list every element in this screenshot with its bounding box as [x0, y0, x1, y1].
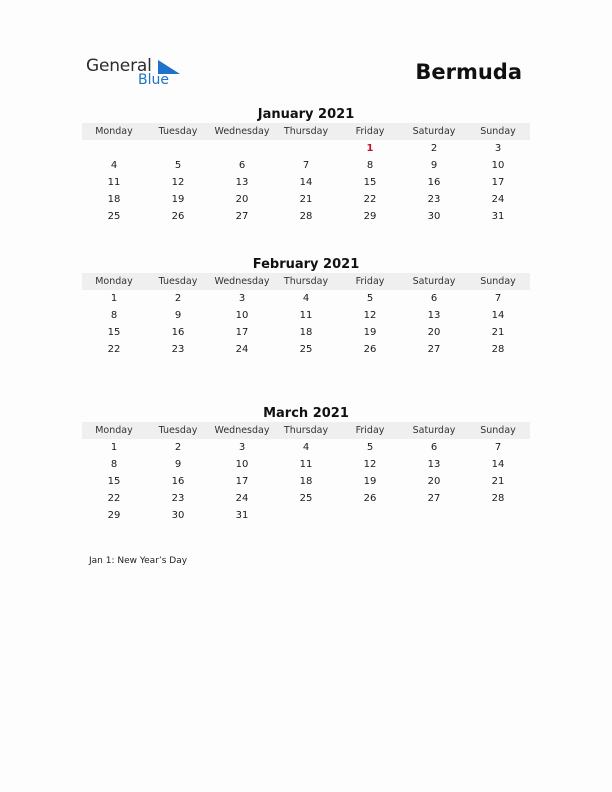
day-cell: 2	[174, 293, 182, 304]
day-cell: 17	[235, 476, 249, 487]
weekday-label: Friday	[355, 276, 385, 287]
day-cell: 26	[363, 493, 377, 504]
weekday-label: Sunday	[480, 276, 516, 287]
day-cell: 6	[430, 442, 438, 453]
day-cell: 20	[235, 194, 249, 205]
day-cell: 16	[171, 476, 185, 487]
weekday-label: Thursday	[283, 126, 329, 137]
day-cell: 9	[430, 160, 438, 171]
week-row	[82, 324, 530, 341]
day-cell: 11	[299, 310, 313, 321]
day-cell: 20	[427, 476, 441, 487]
day-cell: 6	[238, 160, 246, 171]
week-row	[82, 140, 530, 157]
day-cell: 21	[299, 194, 313, 205]
day-cell: 23	[171, 344, 185, 355]
week-row	[82, 473, 530, 490]
day-cell: 10	[235, 310, 249, 321]
weekday-label: Friday	[355, 126, 385, 137]
empty-day-cell	[274, 507, 338, 524]
weekday-header-row	[82, 123, 530, 140]
day-cell: 18	[299, 327, 313, 338]
day-cell: 27	[427, 493, 441, 504]
empty-day-cell	[210, 140, 274, 157]
week-row	[82, 191, 530, 208]
day-cell: 25	[107, 211, 121, 222]
day-cell: 8	[110, 459, 118, 470]
day-cell: 12	[171, 177, 185, 188]
day-cell: 19	[171, 194, 185, 205]
month-title: March 2021	[263, 406, 349, 421]
day-cell: 7	[494, 442, 502, 453]
country-title: Bermuda	[415, 60, 522, 84]
day-cell: 17	[491, 177, 505, 188]
day-cell: 25	[299, 344, 313, 355]
day-cell: 13	[427, 459, 441, 470]
weekday-label: Wednesday	[214, 276, 270, 287]
day-cell: 13	[235, 177, 249, 188]
day-cell: 25	[299, 493, 313, 504]
day-cell: 15	[107, 327, 121, 338]
day-cell: 8	[366, 160, 374, 171]
weekday-label: Wednesday	[214, 126, 270, 137]
day-cell: 9	[174, 459, 182, 470]
weekday-label: Thursday	[283, 425, 329, 436]
weekday-label: Monday	[95, 276, 133, 287]
day-cell: 4	[302, 442, 310, 453]
day-cell: 7	[302, 160, 310, 171]
day-cell: 19	[363, 476, 377, 487]
week-row	[82, 174, 530, 191]
day-cell: 23	[427, 194, 441, 205]
week-row	[82, 456, 530, 473]
day-cell: 10	[235, 459, 249, 470]
day-cell: 28	[299, 211, 313, 222]
month-calendar-january	[82, 106, 530, 225]
day-cell: 31	[491, 211, 505, 222]
logo-text-general: General	[86, 56, 152, 76]
day-cell: 11	[299, 459, 313, 470]
weekday-label: Saturday	[412, 276, 456, 287]
day-cell: 9	[174, 310, 182, 321]
day-cell: 7	[494, 293, 502, 304]
day-cell: 5	[366, 293, 374, 304]
day-cell: 14	[491, 310, 505, 321]
empty-day-cell	[82, 140, 146, 157]
logo-text-blue: Blue	[138, 72, 169, 88]
day-cell: 19	[363, 327, 377, 338]
day-cell: 2	[430, 143, 438, 154]
weekday-header-row	[82, 422, 530, 439]
day-cell: 15	[363, 177, 377, 188]
empty-day-cell	[274, 140, 338, 157]
week-row	[82, 490, 530, 507]
day-cell: 12	[363, 310, 377, 321]
day-cell: 5	[366, 442, 374, 453]
day-cell: 30	[171, 510, 185, 521]
weekday-label: Sunday	[480, 126, 516, 137]
holiday-note: Jan 1: New Year’s Day	[89, 556, 188, 566]
day-cell: 28	[491, 493, 505, 504]
day-cell: 6	[430, 293, 438, 304]
day-cell: 3	[238, 293, 246, 304]
week-row	[82, 507, 530, 524]
weekday-label: Tuesday	[158, 276, 198, 287]
weekday-label: Sunday	[480, 425, 516, 436]
weekday-label: Saturday	[412, 425, 456, 436]
week-row	[82, 157, 530, 174]
week-row	[82, 439, 530, 456]
weekday-header-row	[82, 273, 530, 290]
day-cell: 14	[299, 177, 313, 188]
day-cell: 26	[363, 344, 377, 355]
general-blue-logo	[86, 56, 186, 92]
day-cell: 18	[299, 476, 313, 487]
day-cell: 22	[107, 344, 121, 355]
day-cell: 21	[491, 327, 505, 338]
empty-day-cell	[146, 140, 210, 157]
weekday-label: Wednesday	[214, 425, 270, 436]
day-cell: 2	[174, 442, 182, 453]
month-calendar-march	[82, 405, 530, 524]
weekday-label: Thursday	[283, 276, 329, 287]
weekday-label: Saturday	[412, 126, 456, 137]
day-cell: 22	[107, 493, 121, 504]
day-cell: 3	[238, 442, 246, 453]
month-calendar-february	[82, 256, 530, 358]
empty-day-cell	[402, 507, 466, 524]
day-cell: 29	[363, 211, 377, 222]
week-row	[82, 307, 530, 324]
day-cell: 1	[110, 442, 118, 453]
day-cell: 27	[235, 211, 249, 222]
day-cell: 24	[491, 194, 505, 205]
week-row	[82, 290, 530, 307]
day-cell: 23	[171, 493, 185, 504]
day-cell: 20	[427, 327, 441, 338]
month-title: January 2021	[257, 107, 355, 122]
month-title: February 2021	[252, 257, 360, 272]
day-cell: 24	[235, 493, 249, 504]
week-row	[82, 341, 530, 358]
day-cell: 17	[235, 327, 249, 338]
day-cell: 21	[491, 476, 505, 487]
day-cell: 22	[363, 194, 377, 205]
day-cell: 28	[491, 344, 505, 355]
weekday-label: Monday	[95, 126, 133, 137]
week-row	[82, 208, 530, 225]
day-cell: 31	[235, 510, 249, 521]
day-cell: 1	[366, 143, 374, 154]
day-cell: 10	[491, 160, 505, 171]
day-cell: 18	[107, 194, 121, 205]
day-cell: 3	[494, 143, 502, 154]
day-cell: 4	[110, 160, 118, 171]
day-cell: 1	[110, 293, 118, 304]
day-cell: 29	[107, 510, 121, 521]
day-cell: 5	[174, 160, 182, 171]
day-cell: 16	[427, 177, 441, 188]
day-cell: 30	[427, 211, 441, 222]
day-cell: 26	[171, 211, 185, 222]
day-cell: 13	[427, 310, 441, 321]
weekday-label: Friday	[355, 425, 385, 436]
day-cell: 11	[107, 177, 121, 188]
weekday-label: Tuesday	[158, 425, 198, 436]
day-cell: 16	[171, 327, 185, 338]
day-cell: 14	[491, 459, 505, 470]
empty-day-cell	[466, 507, 530, 524]
day-cell: 27	[427, 344, 441, 355]
day-cell: 24	[235, 344, 249, 355]
day-cell: 4	[302, 293, 310, 304]
day-cell: 12	[363, 459, 377, 470]
empty-day-cell	[338, 507, 402, 524]
weekday-label: Tuesday	[158, 126, 198, 137]
weekday-label: Monday	[95, 425, 133, 436]
day-cell: 15	[107, 476, 121, 487]
day-cell: 8	[110, 310, 118, 321]
